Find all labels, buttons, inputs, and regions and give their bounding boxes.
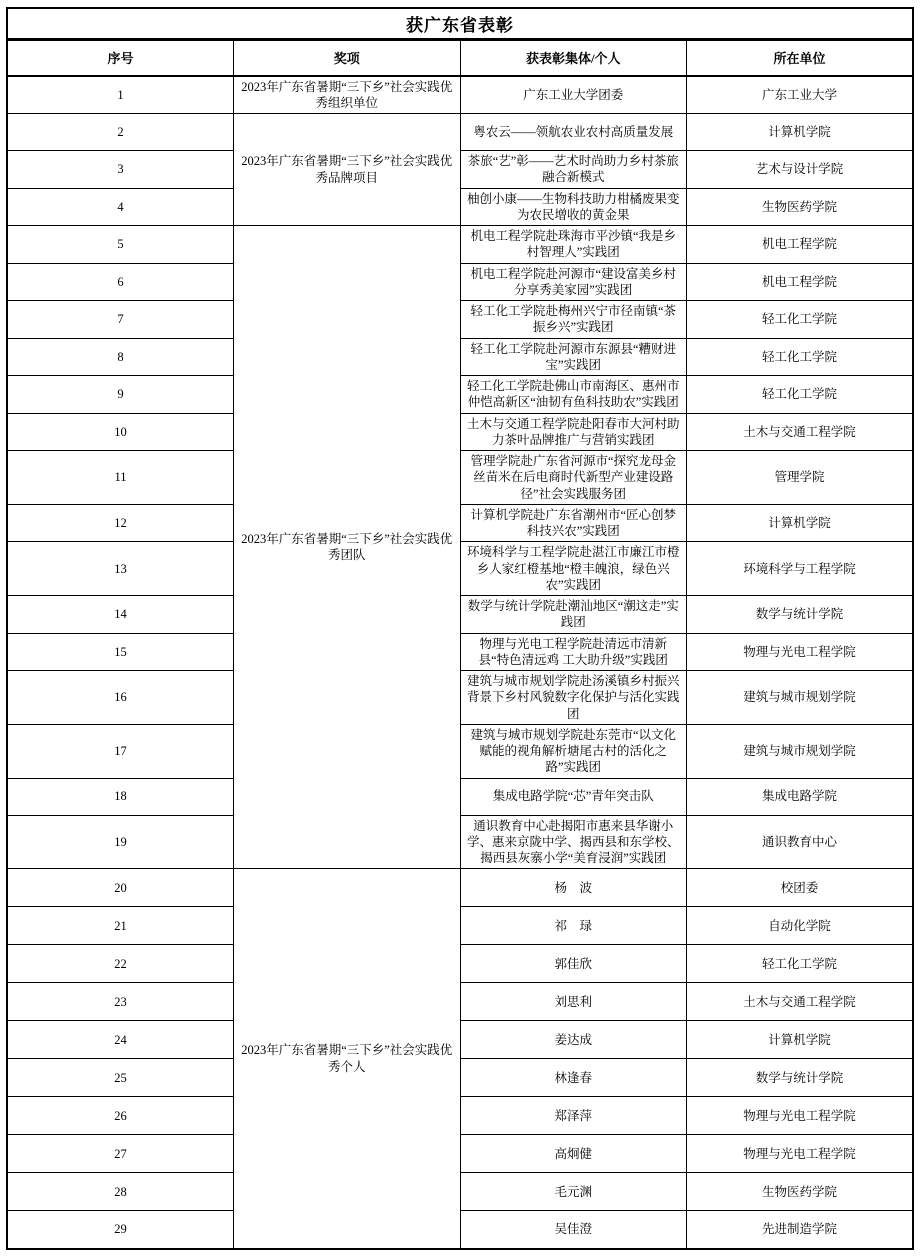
cell-row-number: 29 [7,1211,234,1249]
cell-row-number: 20 [7,869,234,907]
cell-recipient: 毛元渊 [460,1173,687,1211]
cell-unit: 土木与交通工程学院 [687,983,914,1021]
cell-recipient: 轻工化工学院赴河源市东源县“糟财进宝”实践团 [460,338,687,376]
cell-recipient: 计算机学院赴广东省潮州市“匠心创梦 科技兴农”实践团 [460,504,687,542]
cell-unit: 物理与光电工程学院 [687,1097,914,1135]
cell-row-number: 4 [7,188,234,226]
cell-row-number: 18 [7,778,234,815]
cell-row-number: 8 [7,338,234,376]
cell-row-number: 22 [7,945,234,983]
table-header-row [7,40,913,76]
cell-award: 2023年广东省暑期“三下乡”社会实践优秀组织单位 [234,76,461,114]
table-row [7,504,913,542]
cell-unit: 计算机学院 [687,1021,914,1059]
cell-unit: 建筑与城市规划学院 [687,671,914,725]
cell-unit: 自动化学院 [687,907,914,945]
cell-row-number: 26 [7,1097,234,1135]
cell-recipient: 姜达成 [460,1021,687,1059]
cell-row-number: 9 [7,376,234,414]
table-body [7,76,913,1249]
cell-unit: 环境科学与工程学院 [687,542,914,596]
cell-row-number: 1 [7,76,234,114]
cell-recipient: 机电工程学院赴珠海市平沙镇“我是乡村智理人”实践团 [460,226,687,264]
cell-recipient: 轻工化工学院赴梅州兴宁市径南镇“茶振乡兴”实践团 [460,301,687,339]
table-row [7,1021,913,1059]
cell-unit: 机电工程学院 [687,263,914,301]
table-row [7,778,913,815]
cell-unit: 计算机学院 [687,504,914,542]
cell-unit: 通识教育中心 [687,815,914,869]
cell-recipient: 高炯健 [460,1135,687,1173]
cell-unit: 轻工化工学院 [687,301,914,339]
cell-row-number: 19 [7,815,234,869]
table-row [7,301,913,339]
cell-unit: 轻工化工学院 [687,945,914,983]
table-row [7,1059,913,1097]
column-header-award: 奖项 [234,40,461,76]
cell-unit: 轻工化工学院 [687,338,914,376]
commendation-table [6,7,914,1250]
cell-unit: 数学与统计学院 [687,1059,914,1097]
table-row [7,451,913,505]
cell-row-number: 15 [7,633,234,671]
cell-recipient: 通识教育中心赴揭阳市惠来县华谢小学、惠来京陇中学、揭西县和东学校、揭西县灰寨小学“美育浸润”实践团 [460,815,687,869]
cell-row-number: 10 [7,413,234,451]
cell-unit: 建筑与城市规划学院 [687,724,914,778]
cell-recipient: 吴佳澄 [460,1211,687,1249]
cell-row-number: 7 [7,301,234,339]
cell-row-number: 21 [7,907,234,945]
cell-recipient: 轻工化工学院赴佛山市南海区、惠州市仲恺高新区“油韧有鱼科技助农”实践团 [460,376,687,414]
table-row [7,983,913,1021]
cell-row-number: 11 [7,451,234,505]
cell-unit: 机电工程学院 [687,226,914,264]
table-row [7,376,913,414]
cell-row-number: 2 [7,114,234,151]
table-row [7,633,913,671]
cell-recipient: 杨 波 [460,869,687,907]
table-row [7,1135,913,1173]
cell-unit: 物理与光电工程学院 [687,1135,914,1173]
cell-unit: 计算机学院 [687,114,914,151]
table-row [7,815,913,869]
cell-row-number: 27 [7,1135,234,1173]
cell-row-number: 6 [7,263,234,301]
table-row [7,114,913,151]
cell-award: 2023年广东省暑期“三下乡”社会实践优秀个人 [234,869,461,1249]
cell-unit: 生物医药学院 [687,1173,914,1211]
table-row [7,724,913,778]
cell-recipient: 祁 琭 [460,907,687,945]
cell-unit: 轻工化工学院 [687,376,914,414]
cell-recipient: 环境科学与工程学院赴湛江市廉江市橙乡人家红橙基地“橙丰魄浪，绿色兴农”实践团 [460,542,687,596]
cell-recipient: 机电工程学院赴河源市“建设富美乡村分享秀美家园”实践团 [460,263,687,301]
cell-recipient: 集成电路学院“芯”青年突击队 [460,778,687,815]
cell-unit: 艺术与设计学院 [687,151,914,189]
cell-row-number: 28 [7,1173,234,1211]
cell-recipient: 广东工业大学团委 [460,76,687,114]
cell-row-number: 3 [7,151,234,189]
cell-recipient: 粤农云——领航农业农村高质量发展 [460,114,687,151]
cell-unit: 管理学院 [687,451,914,505]
table-row [7,151,913,189]
cell-unit: 数学与统计学院 [687,596,914,634]
cell-unit: 校团委 [687,869,914,907]
cell-recipient: 林逢春 [460,1059,687,1097]
cell-row-number: 14 [7,596,234,634]
cell-row-number: 23 [7,983,234,1021]
table-row [7,413,913,451]
cell-recipient: 柚创小康——生物科技助力柑橘废果变为农民增收的黄金果 [460,188,687,226]
table-row [7,542,913,596]
cell-recipient: 管理学院赴广东省河源市“探究龙母金丝苗米在后电商时代新型产业建设路径”社会实践服务团 [460,451,687,505]
cell-award: 2023年广东省暑期“三下乡”社会实践优秀团队 [234,226,461,869]
cell-row-number: 17 [7,724,234,778]
column-header-name: 获表彰集体/个人 [460,40,687,76]
table-title-row [7,8,913,40]
table-row [7,596,913,634]
column-header-unit: 所在单位 [687,40,914,76]
cell-recipient: 土木与交通工程学院赴阳春市大河村助力茶叶品牌推广与营销实践团 [460,413,687,451]
table-row [7,945,913,983]
table-row [7,1097,913,1135]
cell-unit: 物理与光电工程学院 [687,633,914,671]
cell-unit: 广东工业大学 [687,76,914,114]
cell-row-number: 25 [7,1059,234,1097]
table-row [7,338,913,376]
table-row [7,226,913,264]
cell-row-number: 16 [7,671,234,725]
cell-unit: 集成电路学院 [687,778,914,815]
cell-row-number: 12 [7,504,234,542]
table-row [7,263,913,301]
cell-unit: 土木与交通工程学院 [687,413,914,451]
cell-row-number: 24 [7,1021,234,1059]
cell-unit: 生物医药学院 [687,188,914,226]
cell-recipient: 数学与统计学院赴潮汕地区“潮这走”实践团 [460,596,687,634]
table-row [7,1211,913,1249]
table-row [7,76,913,114]
cell-award: 2023年广东省暑期“三下乡”社会实践优秀品牌项目 [234,114,461,226]
cell-recipient: 茶旅“艺”彰——艺术时尚助力乡村茶旅融合新模式 [460,151,687,189]
cell-recipient: 郑泽萍 [460,1097,687,1135]
cell-row-number: 5 [7,226,234,264]
table-row [7,188,913,226]
cell-recipient: 刘思利 [460,983,687,1021]
cell-recipient: 物理与光电工程学院赴清远市清新县“特色清远鸡 工大助升级”实践团 [460,633,687,671]
table-row [7,907,913,945]
column-header-no: 序号 [7,40,234,76]
cell-row-number: 13 [7,542,234,596]
table-row [7,869,913,907]
cell-recipient: 建筑与城市规划学院赴东莞市“以文化赋能的视角解析塘尾古村的活化之路”实践团 [460,724,687,778]
cell-recipient: 郭佳欣 [460,945,687,983]
table-title: 获广东省表彰 [7,8,913,40]
table-row [7,671,913,725]
table-row [7,1173,913,1211]
cell-unit: 先进制造学院 [687,1211,914,1249]
cell-recipient: 建筑与城市规划学院赴汤溪镇乡村振兴背景下乡村风貌数字化保护与活化实践团 [460,671,687,725]
